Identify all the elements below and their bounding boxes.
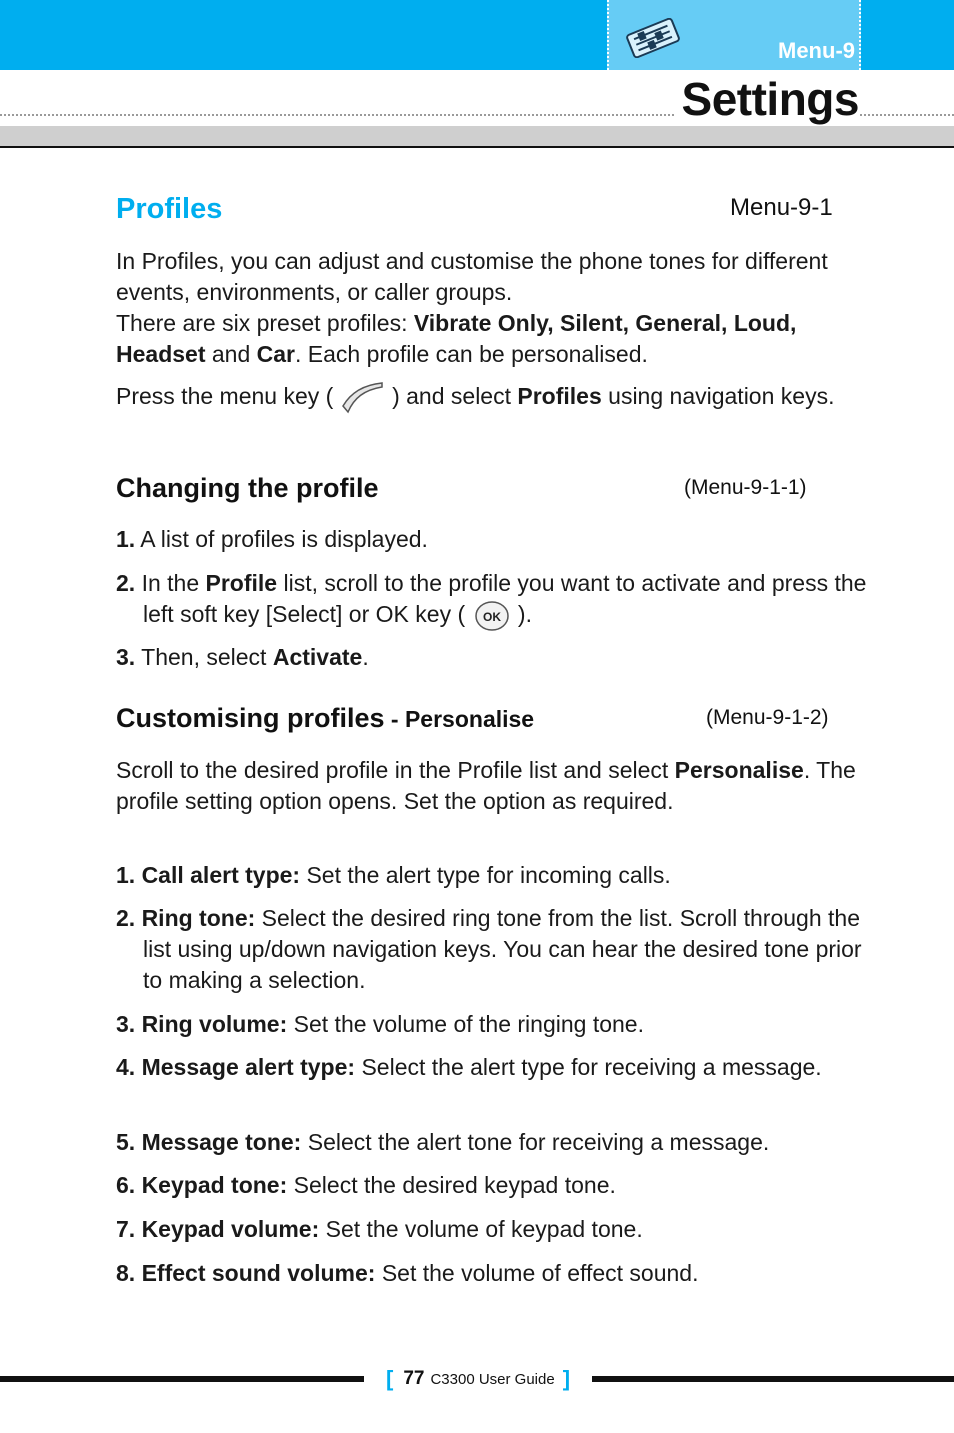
list-item: 3. Ring volume: Set the volume of the ringing tone. [116, 1011, 644, 1037]
customising-intro-paragraph: Scroll to the desired profile in the Profile list and select Personalise. The profile setting option opens. Set the option as required. [116, 757, 856, 814]
header-grey-band [0, 126, 954, 148]
list-item: 1. Call alert type: Set the alert type for incoming calls. [116, 862, 671, 888]
section-heading-customising-profiles: Customising profiles - Personalise [116, 703, 535, 733]
profiles-menu-key-paragraph: Press the menu key ( ) and select Profiles using navigation keys. [116, 381, 856, 414]
list-item: 4. Message alert type: Select the alert type for receiving a message. [116, 1054, 822, 1080]
list-item: 1. A list of profiles is displayed. [116, 526, 428, 552]
ok-key-icon [472, 599, 512, 633]
list-item: 8. Effect sound volume: Set the volume of effect sound. [116, 1260, 699, 1286]
footer-page-info: [ 77 C3300 User Guide ] [385, 1366, 571, 1391]
guide-title: C3300 User Guide [430, 1370, 555, 1388]
footer-rule-right [592, 1376, 954, 1382]
menu-number-label: Menu-9 [778, 38, 855, 63]
footer-rule-left [0, 1376, 364, 1382]
section-heading-profiles: Profiles [116, 193, 223, 225]
menu-ref-customising-profiles: (Menu-9-1-2) [706, 706, 829, 729]
list-item: 6. Keypad tone: Select the desired keypad tone. [116, 1172, 616, 1198]
profiles-intro-paragraph: In Profiles, you can adjust and customise the phone tones for different events, environments, or caller groups. There are six preset profiles: Vibrate Only, Silent, General, Loud, Headset and Car. Each profile can be personalised. [116, 248, 828, 367]
page-title: Settings [674, 72, 859, 126]
page-number: 77 [403, 1368, 425, 1389]
menu-tab [607, 0, 861, 70]
section-heading-changing-profile: Changing the profile [116, 473, 379, 503]
list-item: 3. Then, select Activate. [116, 644, 369, 670]
menu-key-icon [340, 382, 386, 414]
list-item: 5. Message tone: Select the alert tone for receiving a message. [116, 1129, 770, 1155]
list-item: 2. Ring tone: Select the desired ring tone from the list. Scroll through the list using up/down navigation keys. You can hear the desired tone prior to making a selection. [116, 905, 862, 993]
menu-ref-changing-profile: (Menu-9-1-1) [684, 476, 807, 499]
menu-ref-profiles: Menu-9-1 [730, 194, 833, 221]
settings-sliders-icon [623, 18, 683, 58]
list-item: 2. In the Profile list, scroll to the profile you want to activate and press the left soft key [Select] or OK key ( OK ). [116, 568, 883, 633]
list-item: 7. Keypad volume: Set the volume of keypad tone. [116, 1216, 643, 1242]
ok-key-label: OK [482, 610, 501, 624]
